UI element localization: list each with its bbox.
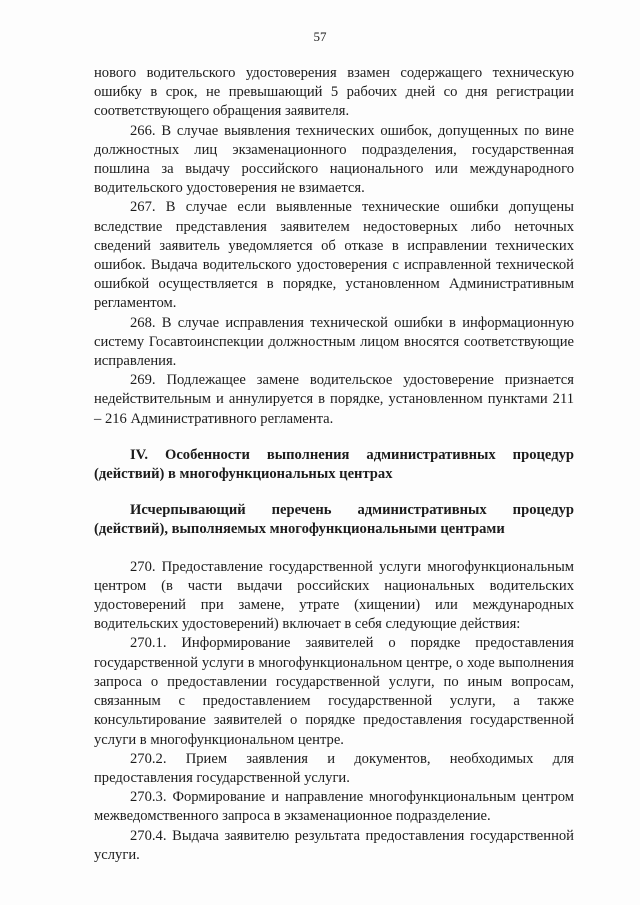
spacer	[94, 484, 574, 501]
page-content	[94, 64, 574, 865]
paragraph-270-4: 270.4. Выдача заявителю результата предоставления государственной услуги.	[94, 827, 574, 863]
paragraph-267: 267. В случае если выявленные технические ошибки допущены вследствие представления заявителем недостоверных либо неточных сведений заявитель уведомляется об отказе в исправлении технических ошибок. Выдача водительского удостоверения с исправленной технической ошибкой осуществляется в порядке, установленном Административным регламентом.	[94, 199, 574, 312]
page-number: 57	[313, 29, 327, 44]
paragraph-269: 269. Подлежащее замене водительское удостоверение признается недействительным и аннулируется в порядке, установленном пунктами 211 – 216 Административного регламента.	[94, 372, 574, 427]
subsection-heading: Исчерпывающий перечень административных процедур (действий), выполняемых многофункциональными центрами	[94, 502, 574, 538]
paragraph-270-1: 270.1. Информирование заявителей о порядке предоставления государственной услуги в многофункциональном центре, о ходе выполнения запроса о предоставлении государственной услуги, по иным вопросам, связанным с предоставлением государственной услуги, а также консультирование заявителей о порядке предоставления государственной услуги в многофункциональном центре.	[94, 635, 574, 748]
paragraph-270-2: 270.2. Прием заявления и документов, необходимых для предоставления государственной услуги.	[94, 750, 574, 786]
paragraph-268: 268. В случае исправления технической ошибки в информационную систему Госавтоинспекции должностным лицом вносятся соответствующие исправления.	[94, 314, 574, 370]
paragraph-270: 270. Предоставление государственной услуги многофункциональным центром (в части выдачи российских национальных водительских удостоверений при замене, утрате (хищении) или международных водительских удостоверений) включает в себя следующие действия:	[94, 558, 574, 633]
spacer	[94, 540, 574, 558]
paragraph-270-3: 270.3. Формирование и направление многофункциональным центром межведомственного запроса в экзаменационное подразделение.	[94, 789, 574, 825]
paragraph-266: 266. В случае выявления технических ошибок, допущенных по вине должностных лиц экзаменационного подразделения, государственная пошлина за выдачу российского национального или международного водительского удостоверения не взимается.	[94, 122, 574, 197]
paragraph-continuation: нового водительского удостоверения взамен содержащего техническую ошибку в срок, не превышающий 5 рабочих дней со дня регистрации соответствующего обращения заявителя.	[94, 65, 574, 120]
spacer	[94, 429, 574, 446]
section-heading: IV. Особенности выполнения административных процедур (действий) в многофункциональных центрах	[94, 446, 574, 483]
